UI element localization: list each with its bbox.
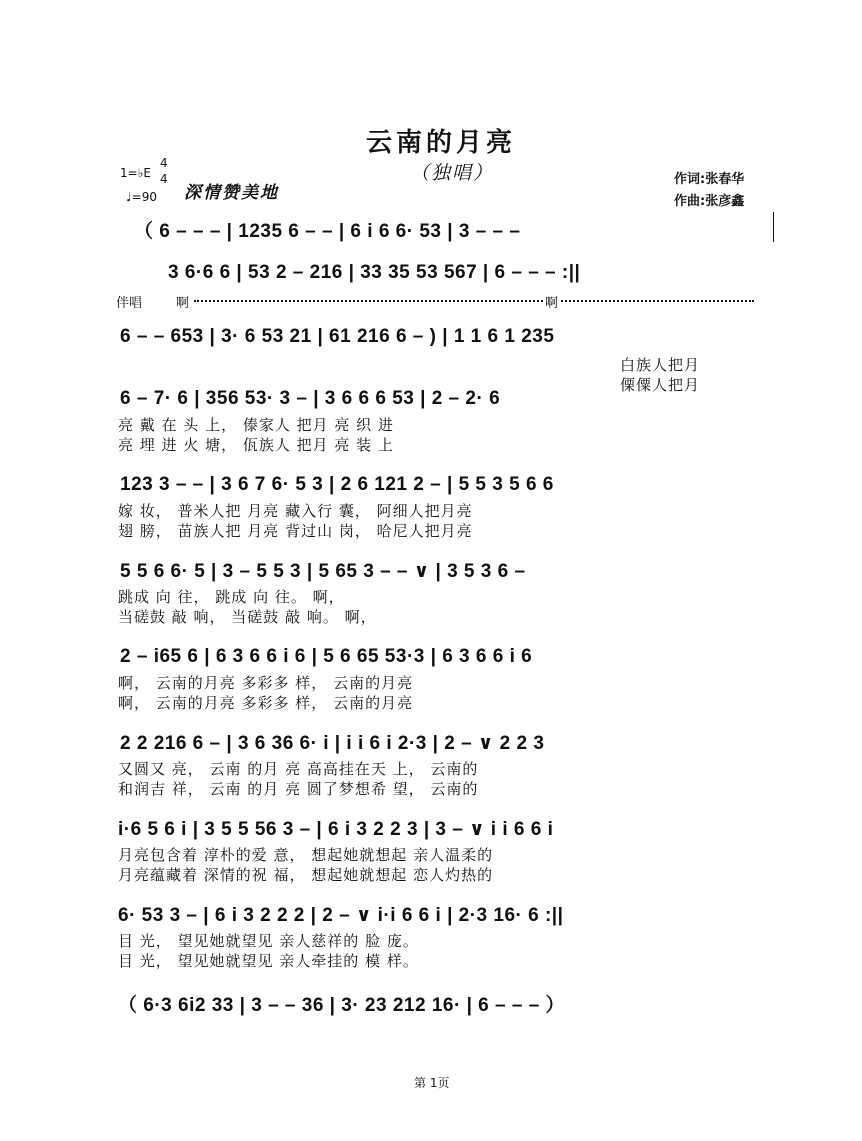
- backing-vocal-a1: 啊: [176, 296, 190, 311]
- notation-row-1: （ 6 – – – | 1235 6 – – | 6 i 6 6· 53 | 3 – – –: [134, 221, 521, 242]
- lyrics-row-8-verse-2: 和润吉 祥， 云南 的月 亮 圆了梦想希 望， 云南的: [118, 780, 479, 798]
- lyrics-row-6-verse-2: 当磋鼓 敲 响， 当磋鼓 敲 响。 啊，: [118, 608, 377, 626]
- lyrics-row-7-verse-1: 啊， 云南的月亮 多彩多 样， 云南的月亮: [118, 674, 414, 692]
- composer: 作曲:张彦鑫: [674, 194, 745, 209]
- notation-row-10: 6· 53 3 – | 6 i 3 2 2 2 | 2 – ∨ i·i 6 6 i | 2·3 16· 6 :||: [118, 905, 564, 926]
- notation-row-2: 3 6·6 6 | 53 2 – 216 | 33 35 53 567 | 6 – – – :||: [168, 262, 581, 283]
- time-signature-top: 4: [160, 156, 168, 170]
- page-number: 第 1页: [414, 1076, 450, 1090]
- lyrics-row-4-verse-2: 亮 埋 进 火 塘， 佤族人 把月 亮 装 上: [118, 436, 394, 454]
- backing-vocal-label: 伴唱: [116, 296, 143, 311]
- notation-row-6: 5 5 6 6· 5 | 3 – 5 5 3 | 5 65 3 – – ∨ | 3 5 3 6 –: [120, 561, 526, 582]
- lyrics-row-5-verse-2: 翅 膀， 苗族人把 月亮 背过山 岗， 哈尼人把月亮: [118, 522, 473, 540]
- song-subtitle: （独唱）: [410, 162, 495, 184]
- tempo-marking: ♩=90: [126, 190, 157, 204]
- notation-row-7: 2 – i65 6 | 6 3 6 6 i 6 | 5 6 65 53·3 | 6 3 6 6 i 6: [120, 646, 533, 667]
- lyrics-row-9-verse-1: 月亮包含着 淳朴的爱 意， 想起她就想起 亲人温柔的: [118, 846, 494, 864]
- lyrics-row-8-verse-1: 又圆又 亮， 云南 的月 亮 高高挂在天 上， 云南的: [118, 760, 479, 778]
- backing-vocal-dots: [194, 300, 754, 302]
- lyrics-row-9-verse-2: 月亮蕴藏着 深情的祝 福， 想起她就想起 恋人灼热的: [118, 866, 494, 884]
- lyrics-row-7-verse-2: 啊， 云南的月亮 多彩多 样， 云南的月亮: [118, 694, 414, 712]
- lyrics-row-6-verse-1: 跳成 向 往， 跳成 向 往。 啊，: [118, 588, 345, 606]
- lyrics-row-5-verse-1: 嫁 妆， 普米人把 月亮 藏入行 囊， 阿细人把月亮: [118, 502, 473, 520]
- notation-row-11: （ 6·3 6i2 33 | 3 – – 36 | 3· 23 212 16· | 6 – – – ）: [118, 995, 566, 1016]
- notation-row-5: 123 3 – – | 3 6 7 6· 5 3 | 2 6 121 2 – | 5 5 3 5 6 6: [120, 474, 554, 495]
- backing-vocal-a2: 啊: [543, 292, 560, 311]
- notation-row-8: 2 2 216 6 – | 3 6 36 6· i | i i 6 i 2·3 | 2 – ∨ 2 2 3: [120, 733, 545, 754]
- lyrics-row-10-verse-2: 目 光， 望见她就望见 亲人牵挂的 模 样。: [118, 952, 419, 970]
- song-title: 云南的月亮: [366, 128, 517, 158]
- expression-marking: 深情赞美地: [184, 183, 279, 203]
- lyrics-row-3-verse-1: 白族人把月: [620, 356, 701, 374]
- lyricist: 作词:张春华: [674, 172, 745, 187]
- barline: [773, 212, 774, 242]
- lyrics-row-3-verse-2: 傈僳人把月: [620, 376, 701, 394]
- time-signature-bottom: 4: [160, 172, 168, 186]
- key-signature: 1=♭E: [120, 166, 151, 180]
- lyrics-row-4-verse-1: 亮 戴 在 头 上， 傣家人 把月 亮 织 进: [118, 416, 394, 434]
- lyrics-row-10-verse-1: 目 光， 望见她就望见 亲人慈祥的 脸 庞。: [118, 932, 419, 950]
- notation-row-4: 6 – 7· 6 | 356 53· 3 – | 3 6 6 6 53 | 2 – 2· 6: [120, 388, 501, 409]
- notation-row-3: 6 – – 653 | 3· 6 53 21 | 61 216 6 – ) | 1 1 6 1 235: [120, 326, 555, 347]
- notation-row-9: i·6 5 6 i | 3 5 5 56 3 – | 6 i 3 2 2 3 | 3 – ∨ i i 6 6 i: [118, 819, 554, 840]
